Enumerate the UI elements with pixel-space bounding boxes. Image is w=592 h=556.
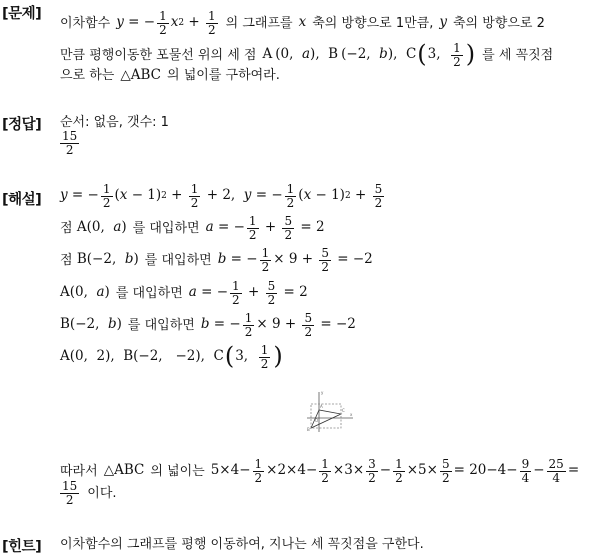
explanation-line-4: A(0, a ) 를 대입하면 a = − $\frac{1}{2}$ + $\frac{5}{2}$ = 2 (60, 279, 308, 307)
answer-meta: 순서: 없음, 갯수: 1 (60, 115, 169, 130)
svg-text:O: O (315, 418, 319, 423)
problem-line-2: 만큼 평행이동한 포물선 위의 세 점 A (0, a) , B (−2, b) , C ( 3, $\frac{1}{2}$ ) 를 세 꼭짓점 (60, 39, 554, 69)
problem-line-3: 으로 하는 △ABC 의 넓이를 구하여라. (60, 67, 280, 84)
triangle-graph-figure (305, 388, 355, 434)
explanation-line-5: B(−2, b ) 를 대입하면 b = − $\frac{1}{2}$ × 9 + $\frac{5}{2}$ = −2 (60, 311, 356, 339)
explanation-line-2: 점 A(0, a ) 를 대입하면 a = − $\frac{1}{2}$ + $\frac{5}{2}$ = 2 (60, 214, 325, 242)
svg-text:C: C (342, 408, 345, 413)
hint-text: 이차함수의 그래프를 평행 이동하여, 지나는 세 꼭짓점을 구한다. (60, 537, 424, 552)
explanation-line-3: 점 B(−2, b ) 를 대입하면 b = − $\frac{1}{2}$ × 9 + $\frac{5}{2}$ = −2 (60, 246, 373, 274)
hint-label: [힌트] (2, 539, 42, 555)
svg-text:A: A (320, 404, 323, 409)
svg-text:B: B (307, 427, 310, 432)
answer-label: [정답] (2, 117, 42, 133)
problem-label: [문제] (2, 6, 42, 22)
explanation-line-8: $\frac{15}{2}$ 이다. (62, 479, 117, 507)
explanation-line-7: 따라서 △ABC 의 넓이는 5×4− $\frac{1}{2}$ ×2×4− $\frac{1}{2}$ ×3× $\frac{3}{2}$ − $\frac{1}{2}$ ×5× $\frac{5}{2}$ = 20−4− $\frac{9}{4}$ − $\frac{25}{4}$ = (60, 457, 580, 485)
explanation-line-6: A(0, 2), B(−2, −2), C ( 3, $\frac{1}{2}$ ) (60, 341, 283, 371)
answer-value: $\frac{15}{2}$ (62, 129, 78, 157)
svg-text:y: y (321, 390, 324, 395)
problem-line-1: 이차함수 y = − $\frac{1}{2}$ x 2 + $\frac{1}{2}$ 의 그래프를 x 축의 방향으로 1만큼, y 축의 방향으로 2 (60, 9, 545, 37)
svg-text:x: x (350, 412, 353, 417)
explanation-label: [해설] (2, 192, 42, 208)
explanation-line-1: y = − $\frac{1}{2}$ ( x − 1) 2 + $\frac{1}{2}$ + 2, y = − $\frac{1}{2}$ ( x − 1) 2 + $\frac{5}{2}$ (60, 182, 383, 210)
